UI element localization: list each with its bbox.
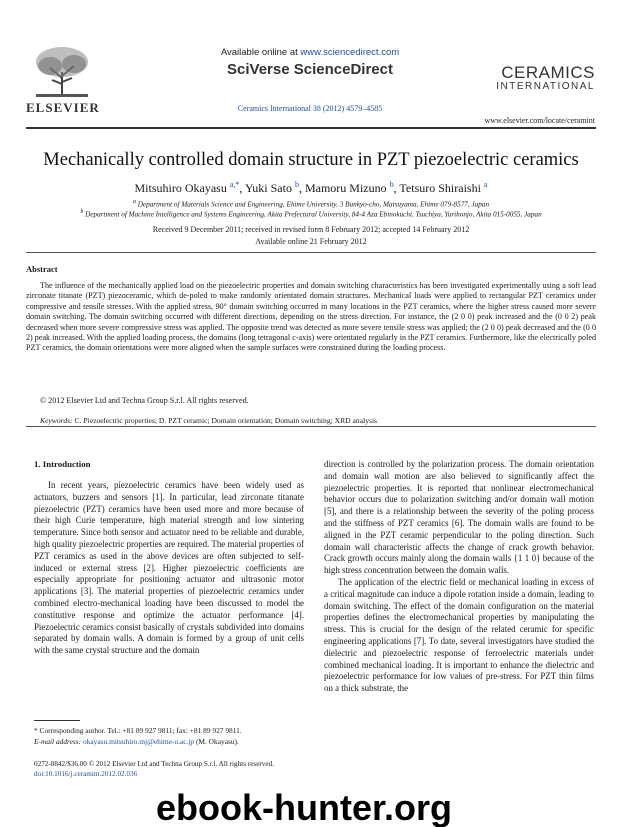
doi-link[interactable]: doi:10.1016/j.ceramint.2012.02.036	[34, 770, 138, 778]
watermark	[150, 784, 620, 827]
body-paragraph: The application of the electric field or mechanical loading in excess of a critical magnitude can induce a dipole rotation inside a domain, leading to domain switching. The effect of the domain configuration on the material properties defines the electromechanical properties by manipulating the stress. This is crucial for the design of the related ceramic for specific engineering applications [7]. To date, several investigators have studied the dielectric and piezoelectric response of ferroelectric materials under combined mechanical loading. It is important to enhance the dielectric and piezoelectric performance for low values of pre-stress. For PZT thin films on a thick substrate, the	[324, 576, 594, 694]
journal-logo	[470, 64, 595, 92]
available-online-line	[200, 47, 420, 58]
section-heading-introduction: 1. Introduction	[34, 459, 91, 469]
journal-name-line2: INTERNATIONAL	[496, 80, 595, 92]
header-divider	[26, 127, 596, 129]
author-name: Mamoru Mizuno	[304, 181, 387, 195]
platform-name: SciVerse ScienceDirect	[227, 61, 393, 78]
abstract-copyright: © 2012 Elsevier Ltd and Techna Group S.r.l. All rights reserved.	[40, 396, 249, 405]
affiliation-b	[26, 209, 596, 218]
keywords-label: Keywords:	[40, 416, 73, 425]
sciencedirect-link[interactable]: www.sciencedirect.com	[300, 47, 400, 58]
footnote-email-line	[34, 736, 314, 747]
watermark-text: ebook-hunter.org	[156, 787, 452, 827]
author-name: Yuki Sato	[244, 181, 292, 195]
article-dates	[26, 224, 596, 248]
journal-citation-link[interactable]: Ceramics International 38 (2012) 4579–4585	[237, 104, 383, 113]
author-affiliation-link[interactable]: b	[294, 180, 299, 189]
affiliation-a	[26, 199, 596, 208]
abstract-bottom-rule	[26, 426, 596, 427]
email-label: E-mail address:	[34, 737, 82, 746]
footnote-contact: * Corresponding author. Tel.: +81 89 927 9811; fax: +81 89 927 9811.	[34, 726, 242, 735]
journal-name-line1: CERAMICS	[501, 63, 595, 82]
affiliation-marker: b	[80, 209, 84, 215]
journal-homepage[interactable]: www.elsevier.com/locate/ceramint	[484, 116, 595, 125]
abstract-top-rule	[26, 252, 596, 253]
abstract-heading: Abstract	[26, 264, 58, 274]
body-paragraph: direction is controlled by the polarization process. The domain orientation and domain wall motion are also believed to significantly affect the piezoelectric properties. It is reported that nonlinear electromechanical behavior occurs due to polarization switching and/or domain wall motion [5], and there is a relationship between the severity of the poling process and the stiffness of PZT ceramics [6]. The domain walls are found to be aligned in the PZT ceramic perpendicular to the poling direction. Such domain wall characteristic affects the change of crack growth behavior. Crack growth occurs mainly along the domain walls {1 1 0} because of the high stress concentration between the domain walls.	[324, 459, 594, 576]
available-prefix: Available online at	[220, 47, 301, 58]
footnote-rule	[34, 720, 80, 721]
email-suffix: (M. Okayasu).	[195, 737, 239, 746]
keywords	[40, 416, 377, 425]
affiliation-text: Department of Materials Science and Engineering, Ehime University, 3 Bunkyo-cho, Matsuyama, Ehime 079-8577, Japan	[137, 200, 490, 209]
article-title: Mechanically controlled domain structure in PZT piezoelectric ceramics	[43, 150, 579, 170]
email-link[interactable]: okayasu.mitsuhiro.mj@ehime-u.ac.jp	[83, 737, 195, 746]
elsevier-tree-logo-icon	[30, 44, 94, 100]
author-name: Tetsuro Shiraishi	[399, 181, 481, 195]
affiliation-marker: a	[132, 199, 136, 205]
body-right-column	[324, 459, 594, 695]
author-list: Mitsuhiro Okayasu $^{a,*}$, Yuki Sato $^b$, Mamoru Mizuno $^b$, Tetsuro Shiraishi $^a$	[134, 180, 488, 195]
page-footer	[34, 759, 334, 779]
author-affiliation-link[interactable]: a	[483, 180, 488, 189]
author-affiliation-link[interactable]: b	[389, 180, 394, 189]
keywords-list: C. Piezoelectric properties; D. PZT ceramic; Domain orientation; Domain switching; XRD analysis	[74, 416, 378, 425]
author-name: Mitsuhiro Okayasu	[134, 181, 227, 195]
received-dates: Received 9 December 2011; received in revised form 8 February 2012; accepted 14 February 2012	[152, 225, 470, 234]
body-left-column: In recent years, piezoelectric ceramics have been widely used as actuators, buzzers and sensors [1]. In particular, lead zirconate titanate piezoelectric (PZT) ceramics have been used more and more because of their high Curie temperature, high material strength and low sintering temperature. Since both sensor and actuator need to be reliable and durable, high quality piezoelectric properties are required. The material properties of PZT ceramics as used in the above devices are often subjected to self-induced or external stress [2]. Higher piezoelectric coefficients are especially appropriate for positioning actuator and ultrasonic motor applications [3]. The material properties of piezoelectric ceramics under combined electro-mechanical loading have been discussed to model the constitutive response and optimize the actuator performance [4]. Piezoelectric ceramics consist basically of crystals subdivided into domains separated by domain walls. A domain is formed by a group of unit cells with the same crystal structure and the domain	[34, 480, 304, 656]
abstract-text: The influence of the mechanically applied load on the piezoelectric properties and domain switching characteristics has been investigated experimentally using a soft lead zirconate titanate (PZT) piezoceramic, which de-poled to make randomly orientated domain structures. Mechanical loads were applied to rectangular PZT ceramics under compressive and tensile stresses. With the applied stress, 90° domain switching occurred in many locations in the PZT ceramics, where the higher stress caused more severe domain switching. The domain switching occurred with different directions, depending on the stress direction. For instance, the (2 0 0) peak increased and the (0 0 2) peak decreased when more severe compressive stress was applied. The opposite trend was detected as more severe tensile stress was applied; the (2 0 0) peak decreased and the (0 0 2) peak increased. With the applied loading process, the domains (long tetragonal c-axis) were orientated regularly in the PZT ceramics. Furthermore, like the electrically poled PZT ceramics, the domain orientations were more aligned when the sample surfaces were constrained during the loading process.	[26, 281, 596, 353]
issn-line: 0272-8842/$36.00 © 2012 Elsevier Ltd and Techna Group S.r.l. All rights reserved.	[34, 760, 274, 768]
affiliation-text: Department of Machine Intelligence and Systems Engineering, Akita Prefectural University, 84-4 Aza Ebinokuchi, Tsuchiya, Yurihonjo, Akita 015-0055, Japan	[85, 210, 542, 219]
corresponding-author-footnote	[34, 725, 314, 747]
author-affiliation-link[interactable]: a,*	[229, 180, 240, 189]
publisher-logo-text: ELSEVIER	[26, 100, 100, 115]
online-date: Available online 21 February 2012	[255, 237, 367, 246]
